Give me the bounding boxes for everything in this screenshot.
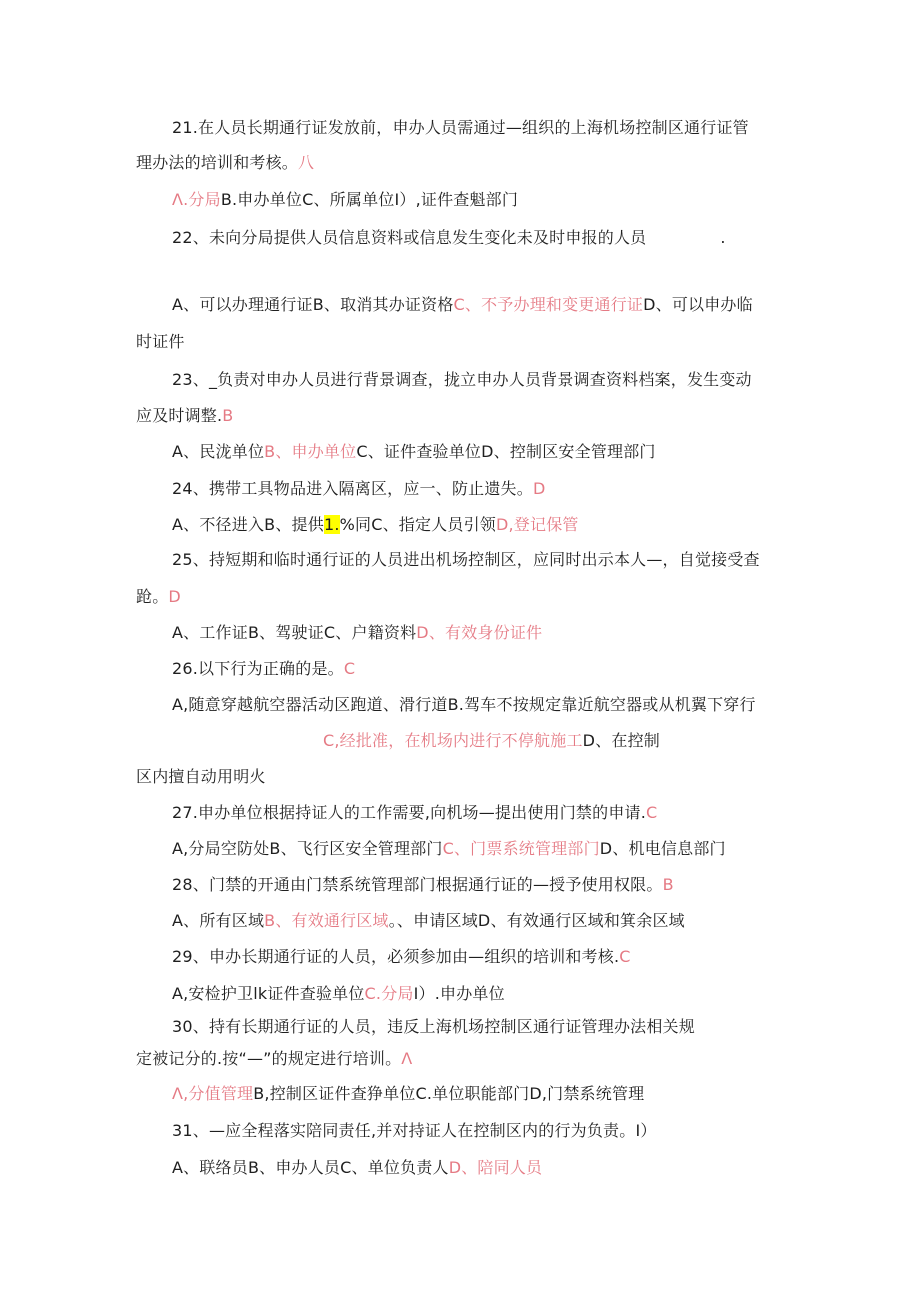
answer-text: C — [619, 947, 631, 966]
line-segment: 27.申办单位根据持证人的工作需要,向机场—提出使用门禁的申请. — [172, 803, 647, 822]
text-line — [136, 1047, 412, 1071]
text-line — [172, 982, 505, 1006]
line-segment: 。、申请区域D、有效通行区域和箕余区域 — [388, 911, 685, 930]
answer-text: Λ — [401, 1049, 413, 1068]
text-line — [172, 621, 542, 645]
text-line — [172, 693, 756, 717]
answer-text: B — [662, 875, 674, 894]
text-line — [172, 837, 726, 861]
line-segment: A,随意穿越航空器活动区跑道、滑行道B.驾车不按规定靠近航空器或从机翼下穿行 — [172, 695, 756, 714]
line-segment: 28、门禁的开通由门禁系统管理部门根据通行证的—授予使用权限。 — [172, 875, 663, 894]
line-segment: 31、—应全程落实陪同责任,并对持证人在控制区内的行为负责。I） — [172, 1121, 657, 1140]
answer-text: B、有效通行区域 — [264, 911, 389, 930]
text-line — [172, 293, 753, 317]
line-segment: 22、未向分局提供人员信息资料或信息发生变化未及时申报的人员 — [172, 228, 647, 247]
text-line — [172, 440, 656, 464]
line-segment: B.申办单位C、所属单位I）,证件查魁部门 — [220, 190, 519, 209]
answer-text: Λ,分值管理 — [172, 1084, 254, 1103]
line-segment: %同C、指定人员引领 — [339, 515, 496, 534]
line-segment: A、可以办理通行证B、取消其办证资格 — [172, 295, 454, 314]
answer-text: C、不予办理和变更通行证 — [453, 295, 644, 314]
answer-text: Λ.分局 — [172, 190, 221, 209]
text-line — [172, 513, 579, 537]
text-line — [172, 1156, 542, 1180]
text-line — [172, 909, 685, 933]
answer-text: D — [168, 587, 181, 606]
answer-text: D — [532, 479, 546, 498]
line-segment: A、所有区域 — [172, 911, 265, 930]
line-segment: A、联络员B、申办人员C、单位负责人 — [172, 1158, 449, 1177]
line-segment: I）.申办单位 — [413, 984, 505, 1003]
text-line — [172, 1015, 695, 1039]
line-segment: A,分局空防处B、飞行区安全管理部门 — [172, 839, 443, 858]
answer-text: C — [343, 659, 356, 678]
line-segment: 21.在人员长期通行证发放前，申办人员需通过—组织的上海机场控制区通行证管 — [172, 118, 749, 137]
text-line — [136, 765, 266, 789]
text-line — [172, 801, 657, 825]
highlighted-text: 1. — [323, 515, 340, 534]
answer-text: C.分局 — [364, 984, 414, 1003]
line-segment: 应及时调整. — [136, 406, 223, 425]
answer-text: D、陪同人员 — [448, 1158, 543, 1177]
text-line — [172, 188, 518, 212]
text-line — [172, 548, 760, 572]
line-segment: 24、携带工具物品进入隔离区，应一、防止遗失。 — [172, 479, 533, 498]
line-segment: A、工作证B、驾驶证C、户籍资料 — [172, 623, 417, 642]
answer-text: C、门票系统管理部门 — [442, 839, 600, 858]
line-segment: 29、申办长期通行证的人员，必须参加由—组织的培训和考核. — [172, 947, 620, 966]
line-segment: 30、持有长期通行证的人员，违反上海机场控制区通行证管理办法相关规 — [172, 1017, 695, 1036]
line-segment: 定被记分的.按“—”的规定进行培训。 — [136, 1049, 402, 1068]
line-segment: A、不径进入B、提供 — [172, 515, 324, 534]
text-line — [172, 116, 749, 140]
text-line — [323, 729, 660, 753]
answer-text: B、申办单位 — [264, 442, 357, 461]
line-segment: 区内擅自动用明火 — [136, 767, 266, 786]
line-segment: 25、持短期和临时通行证的人员进出机场控制区，应同时出示本人—，自觉接受查 — [172, 550, 760, 569]
text-line — [172, 945, 631, 969]
text-line — [136, 151, 314, 175]
line-segment: A、民泷单位 — [172, 442, 265, 461]
answer-text: 八 — [298, 153, 315, 172]
answer-text: D,登记保管 — [496, 515, 579, 534]
line-segment: D、可以申办临 — [643, 295, 753, 314]
line-segment: 23、_负责对申办人员进行背景调查，拢立申办人员背景调查资料档案，发生变动 — [172, 370, 752, 389]
text-line — [136, 585, 181, 609]
line-segment: C、证件查验单位D、控制区安全管理部门 — [356, 442, 656, 461]
text-line — [172, 368, 752, 392]
trailing-dot: . — [720, 228, 726, 247]
text-line — [136, 404, 233, 428]
line-segment: D、机电信息部门 — [599, 839, 726, 858]
answer-text: B — [222, 406, 234, 425]
text-line — [172, 873, 674, 897]
line-segment: 时证件 — [136, 332, 185, 351]
line-segment: 理办法的培训和考核。 — [136, 153, 299, 172]
text-line — [172, 1082, 644, 1106]
line-segment: 跄。 — [136, 587, 169, 606]
text-line — [172, 657, 355, 681]
text-line — [172, 1119, 657, 1143]
text-line — [136, 330, 185, 354]
answer-text: D、有效身份证件 — [416, 623, 543, 642]
text-line — [172, 226, 726, 250]
line-segment: B,控制区证件查狰单位C.单位职能部门D,门禁系统管理 — [253, 1084, 645, 1103]
text-line — [172, 477, 546, 501]
answer-text: C — [646, 803, 658, 822]
line-segment: A,安检护卫lk证件查验单位 — [172, 984, 365, 1003]
answer-text: C,经批准，在机场内进行不停航施工 — [323, 731, 583, 750]
line-segment: D、在控制 — [582, 731, 660, 750]
line-segment: 26.以下行为正确的是。 — [172, 659, 344, 678]
